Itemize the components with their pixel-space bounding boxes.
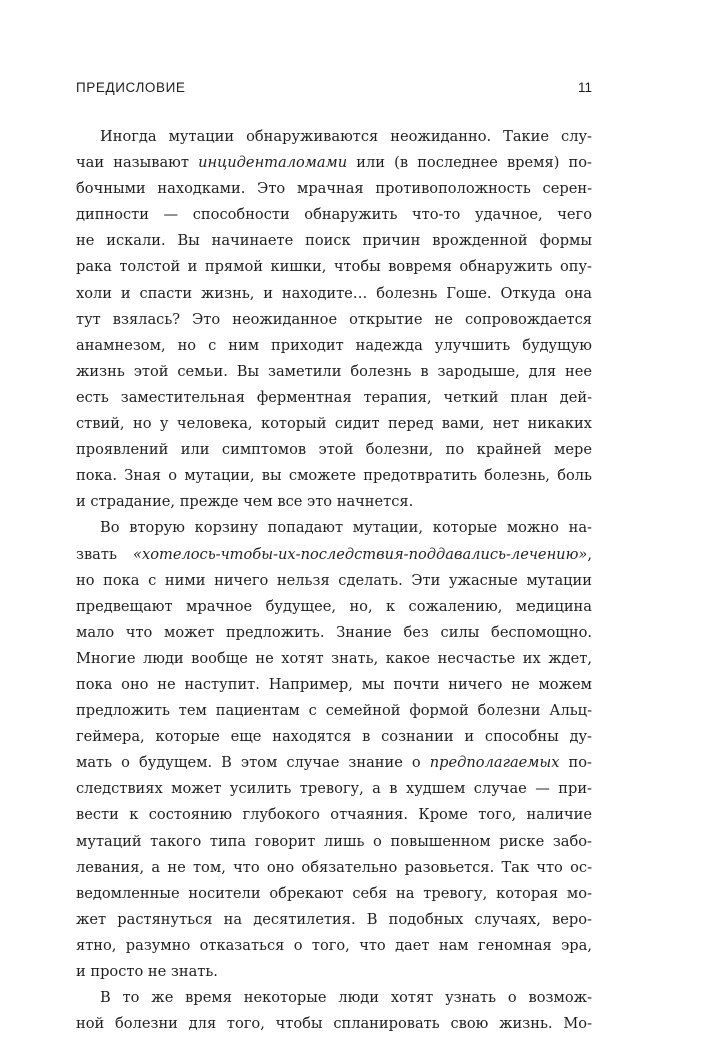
text-run: холи и спасти жизнь, и находите… болезнь Гоше. Откуда она <box>76 284 592 302</box>
text-run: вести к состоянию глубокого отчаяния. Кроме того, наличие <box>76 806 592 824</box>
text-line <box>76 568 592 594</box>
text-line <box>76 855 592 881</box>
text-run: и просто не знать. <box>76 963 218 980</box>
running-header <box>76 80 592 100</box>
text-run: звать <box>76 545 134 563</box>
text-line <box>76 124 592 150</box>
text-line <box>76 489 592 515</box>
text-line <box>76 385 592 411</box>
text-run: мать о будущем. В этом случае знание о <box>76 754 430 772</box>
text-run: ствий, но у человека, который сидит перед вами, нет никаких <box>76 415 592 433</box>
text-line <box>76 802 592 828</box>
text-line <box>76 881 592 907</box>
text-run: следствиях может усилить тревогу, а в худшем случае — при- <box>76 780 592 798</box>
text-run: В то же время некоторые люди хотят узнать о возмож- <box>100 989 592 1007</box>
text-run: пока оно не наступит. Например, мы почти ничего не можем <box>76 675 592 693</box>
text-run: проявлений или симптомов этой болезни, по крайней мере <box>76 441 592 459</box>
text-line <box>76 907 592 933</box>
text-run: пока. Зная о мутации, вы сможете предотвратить болезнь, боль <box>76 467 592 485</box>
text-line <box>76 542 592 568</box>
text-run: дипности — способности обнаружить что-то удачное, чего <box>76 206 592 224</box>
text-line <box>76 672 592 698</box>
italic-term: «хотелось-чтобы-их-последствия-поддавались-лечению» <box>133 545 588 563</box>
paragraph <box>76 124 592 515</box>
text-run: бочными находками. Это мрачная противоположность серен- <box>76 180 592 198</box>
text-line <box>76 463 592 489</box>
text-run: и страдание, прежде чем все это начнется. <box>76 493 414 511</box>
text-run: ведомленные носители обрекают себя на тревогу, которая мо- <box>76 884 592 902</box>
text-run: геймера, которые еще находятся в сознании и способны ду- <box>76 728 592 746</box>
body-text <box>76 124 592 1037</box>
text-run: предвещают мрачное будущее, но, к сожалению, медицина <box>76 597 592 615</box>
text-line <box>76 202 592 228</box>
text-run: или (в последнее время) по- <box>347 154 592 172</box>
text-line <box>76 698 592 724</box>
text-run: Во вторую корзину попадают мутации, которые можно на- <box>100 519 592 537</box>
text-run: по- <box>559 754 592 772</box>
text-run: рака толстой и прямой кишки, чтобы вовремя обнаружить опу- <box>76 258 592 276</box>
italic-term: инциденталомами <box>198 154 348 172</box>
text-line <box>76 307 592 333</box>
text-run: Иногда мутации обнаруживаются неожиданно. Такие слу- <box>100 128 592 145</box>
text-run: мутаций такого типа говорит лишь о повышенном риске забо- <box>76 832 592 850</box>
text-line <box>76 228 592 254</box>
text-line <box>76 176 592 202</box>
text-line <box>76 959 592 985</box>
text-line <box>76 281 592 307</box>
text-line <box>76 411 592 437</box>
text-line <box>76 150 592 176</box>
text-line <box>76 724 592 750</box>
text-run: не искали. Вы начинаете поиск причин врожденной формы <box>76 232 592 250</box>
text-line <box>76 594 592 620</box>
text-run: тут взялась? Это неожиданное открытие не сопровождается <box>76 310 592 328</box>
text-run: анамнезом, но с ним приходит надежда улучшить будущую <box>76 336 592 354</box>
text-line <box>76 254 592 280</box>
text-line <box>76 515 592 541</box>
text-run: но пока с ними ничего нельзя сделать. Эти ужасные мутации <box>76 571 592 589</box>
text-run: чаи называют <box>76 154 199 172</box>
text-run: , <box>587 545 592 563</box>
text-line <box>76 829 592 855</box>
section-title: ПРЕДИСЛОВИЕ <box>76 80 186 95</box>
text-line <box>76 985 592 1011</box>
text-line <box>76 776 592 802</box>
text-run: жизнь этой семьи. Вы заметили болезнь в зародыше, для нее <box>76 362 592 380</box>
text-line <box>76 933 592 959</box>
text-line <box>76 359 592 385</box>
text-line <box>76 646 592 672</box>
italic-term: предполагаемых <box>429 754 560 772</box>
text-run: предложить тем пациентам с семейной формой болезни Альц- <box>76 702 592 720</box>
page-number: 11 <box>577 80 592 95</box>
text-line <box>76 750 592 776</box>
text-run: есть заместительная ферментная терапия, четкий план дей- <box>76 388 592 406</box>
text-run: жет растянуться на десятилетия. В подобных случаях, веро- <box>76 910 592 928</box>
text-line <box>76 437 592 463</box>
paragraph <box>76 515 592 985</box>
text-line <box>76 1011 592 1037</box>
text-line <box>76 620 592 646</box>
text-run: Многие люди вообще не хотят знать, какое несчастье их ждет, <box>76 649 592 667</box>
text-line <box>76 333 592 359</box>
text-run: мало что может предложить. Знание без силы беспомощно. <box>76 623 592 641</box>
text-run: ной болезни для того, чтобы спланировать свою жизнь. Мо- <box>76 1015 592 1033</box>
text-run: левания, а не том, что оно обязательно разовьется. Так что ос- <box>76 858 592 876</box>
text-run: ятно, разумно отказаться о того, что дает нам геномная эра, <box>76 936 592 954</box>
paragraph <box>76 985 592 1037</box>
